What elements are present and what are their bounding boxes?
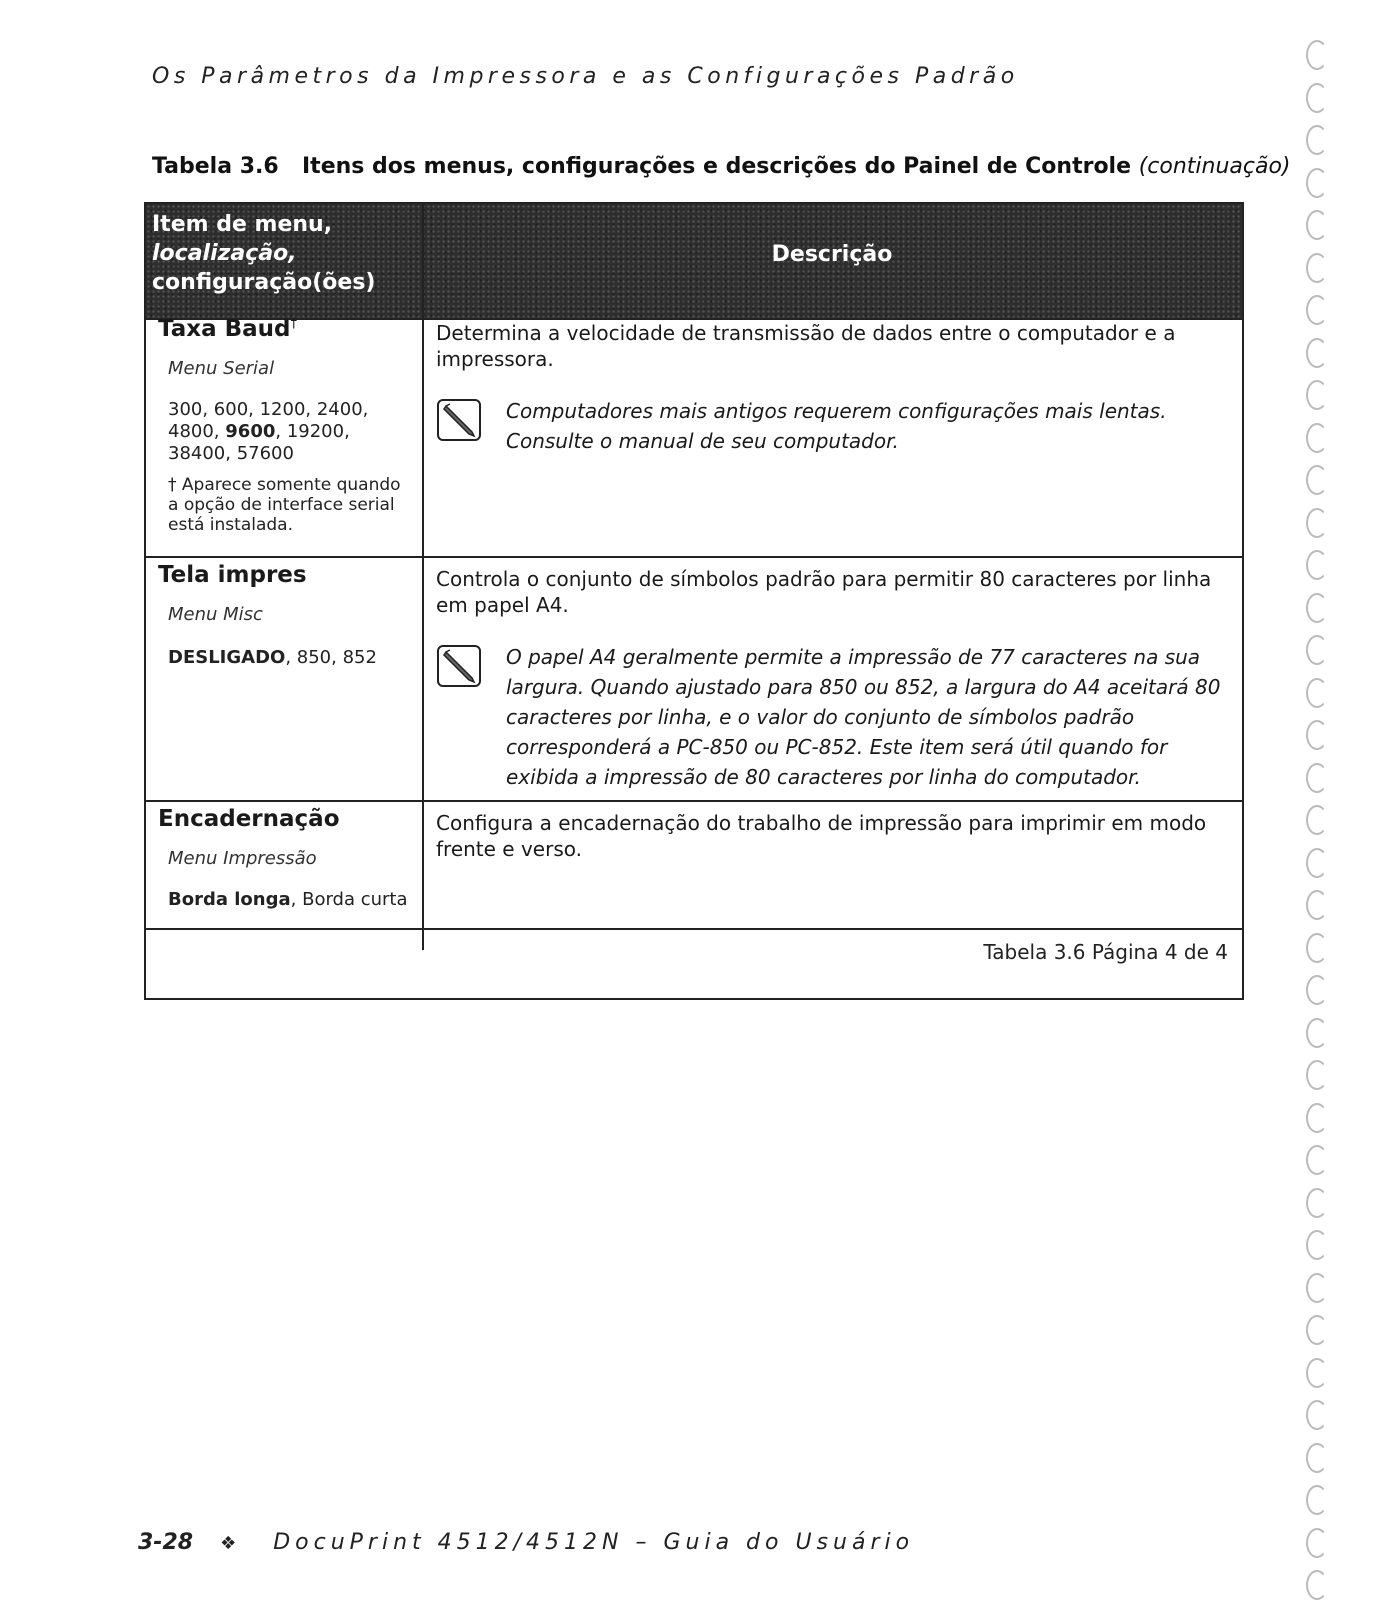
binding-ring: [1306, 465, 1328, 495]
settings-table: [144, 202, 1244, 1000]
binding-ring: [1306, 1103, 1328, 1133]
binding-ring: [1306, 1570, 1328, 1600]
description-text: Controla o conjunto de símbolos padrão para permitir 80 caracteres por linha em papel A4.: [436, 567, 1212, 617]
binding-ring: [1306, 1485, 1328, 1515]
column-header-item: [152, 210, 412, 297]
item-menu-location: Menu Misc: [168, 604, 263, 625]
binding-ring: [1306, 933, 1328, 963]
binding-ring: [1306, 1273, 1328, 1303]
binding-ring: [1306, 805, 1328, 835]
binding-ring: [1306, 1358, 1328, 1388]
table-row-taxa-baud-description: [436, 320, 1226, 456]
binding-ring: [1306, 678, 1328, 708]
binding-ring: [1306, 253, 1328, 283]
binding-ring: [1306, 210, 1328, 240]
table-row-taxa-baud-item: [158, 316, 416, 535]
binding-ring: [1306, 593, 1328, 623]
binding-ring: [1306, 1528, 1328, 1558]
binding-ring: [1306, 1400, 1328, 1430]
row-divider: [146, 928, 1242, 930]
table-header: [146, 204, 1242, 320]
item-name: Encadernação: [158, 806, 340, 832]
column-header-item-line1: Item de menu,: [152, 212, 333, 237]
item-settings: 300, 600, 1200, 2400, 4800, 9600, 19200, 38400, 57600: [168, 399, 369, 464]
pencil-note-icon: [436, 644, 482, 688]
item-footnote: † Aparece somente quando a opção de interface serial está instalada.: [168, 475, 401, 535]
binding-ring: [1306, 635, 1328, 665]
note: [436, 396, 1226, 456]
table-title: [152, 154, 1291, 179]
spiral-binding: [1296, 10, 1336, 1590]
table-row-tela-impres-item: [158, 562, 416, 669]
binding-ring: [1306, 720, 1328, 750]
binding-ring: [1306, 763, 1328, 793]
binding-ring: [1306, 295, 1328, 325]
column-header-item-line3: configuração(ões): [152, 270, 376, 295]
diamond-separator-icon: ❖: [220, 1533, 237, 1554]
binding-ring: [1306, 975, 1328, 1005]
column-divider: [422, 204, 424, 950]
item-settings: Borda longa, Borda curta: [168, 889, 408, 910]
item-menu-location: Menu Impressão: [168, 848, 317, 869]
note-text: O papel A4 geralmente permite a impressão de 77 caracteres na sua largura. Quando ajustado para 850 ou 852, a largura do A4 aceitará 80 caracteres por linha, e o valor do conjunto de símbolos padrão corresponderá a PC-850 ou PC-852. Este item será útil quando for exibida a impressão de 80 caracteres por linha do computador.: [506, 645, 1221, 789]
item-settings: DESLIGADO, 850, 852: [168, 647, 377, 668]
binding-ring: [1306, 380, 1328, 410]
table-title-text: Itens dos menus, configurações e descrições do Painel de Controle: [302, 154, 1132, 179]
binding-ring: [1306, 848, 1328, 878]
binding-ring: [1306, 890, 1328, 920]
table-page-indicator: Tabela 3.6 Página 4 de 4: [983, 940, 1228, 964]
binding-ring: [1306, 1060, 1328, 1090]
book-title: DocuPrint 4512/4512N – Guia do Usuário: [273, 1530, 915, 1555]
table-continuation: (continuação): [1138, 154, 1291, 179]
item-name: Taxa Baud†: [158, 316, 297, 342]
row-divider: [146, 800, 1242, 802]
binding-ring: [1306, 1188, 1328, 1218]
row-divider: [146, 556, 1242, 558]
table-row-encadernacao-item: [158, 806, 416, 911]
binding-ring: [1306, 1443, 1328, 1473]
running-header: Os Parâmetros da Impressora e as Configurações Padrão: [152, 64, 1019, 89]
binding-ring: [1306, 1230, 1328, 1260]
page-footer: [138, 1530, 914, 1555]
binding-ring: [1306, 168, 1328, 198]
binding-ring: [1306, 83, 1328, 113]
binding-ring: [1306, 1145, 1328, 1175]
pencil-note-icon: [436, 398, 482, 442]
table-number: Tabela 3.6: [152, 154, 279, 179]
note: [436, 642, 1226, 792]
page-number: 3-28: [138, 1530, 194, 1555]
column-header-description: Descrição: [771, 242, 893, 267]
note-text: Computadores mais antigos requerem configurações mais lentas. Consulte o manual de seu computador.: [506, 399, 1167, 453]
binding-ring: [1306, 550, 1328, 580]
binding-ring: [1306, 338, 1328, 368]
binding-ring: [1306, 1315, 1328, 1345]
item-name: Tela impres: [158, 562, 307, 588]
description-text: Determina a velocidade de transmissão de dados entre o computador e a impressora.: [436, 321, 1176, 371]
binding-ring: [1306, 1018, 1328, 1048]
item-menu-location: Menu Serial: [168, 358, 275, 379]
column-header-item-line2: localização,: [152, 241, 297, 266]
table-row-tela-impres-description: [436, 566, 1226, 792]
binding-ring: [1306, 125, 1328, 155]
binding-ring: [1306, 40, 1328, 70]
description-text: Configura a encadernação do trabalho de impressão para imprimir em modo frente e verso.: [436, 811, 1207, 861]
binding-ring: [1306, 423, 1328, 453]
table-row-encadernacao-description: [436, 810, 1226, 862]
binding-ring: [1306, 508, 1328, 538]
